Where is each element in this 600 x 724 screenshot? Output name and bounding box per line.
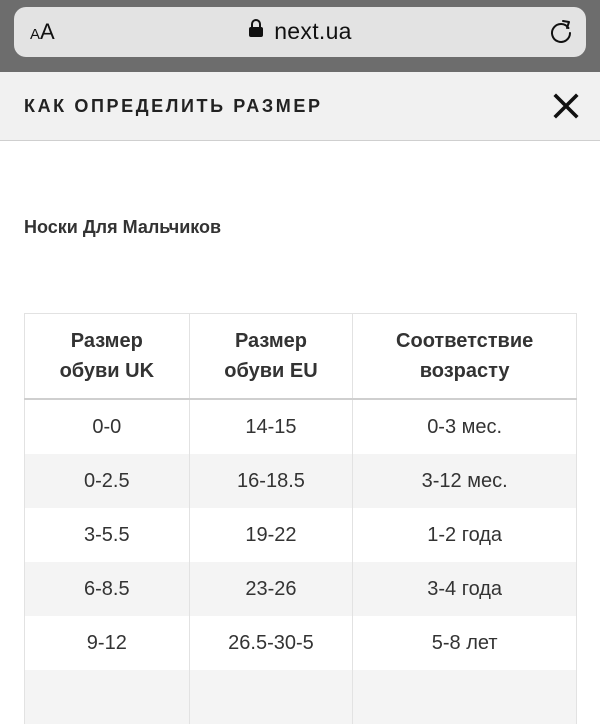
table-row [25,562,577,616]
cell-age: 1-2 года [427,523,503,546]
url-text: next.ua [274,18,352,44]
cell-age: 3-4 года [353,562,577,616]
header-uk-line2: обуви UK [59,360,155,382]
cell-uk: 9-12 [25,616,190,670]
cell-age [353,670,577,724]
text-size-small-label: A [30,26,41,43]
reload-icon[interactable] [548,18,574,51]
address-bar[interactable] [14,7,586,57]
cell-eu: 14-15 [189,399,353,454]
header-uk-line1: Размер [70,330,143,352]
header-age-line1: Соответствие [396,330,534,352]
header-uk-size [25,314,190,400]
header-eu-line2: обуви EU [224,360,318,382]
table-row [25,508,577,562]
browser-toolbar [0,0,600,72]
cell-age: 0-3 мес. [427,415,503,438]
cell-uk: 6-8.5 [25,562,190,616]
cell-eu [189,670,353,724]
cell-age: 5-8 лет [431,631,498,654]
cell-age: 3-12 мес. [353,454,577,508]
close-icon [552,92,580,120]
cell-eu: 16-18.5 [189,454,353,508]
table-row [25,399,577,454]
header-age [353,314,577,400]
cell-uk: 0-0 [25,399,190,454]
header-eu-line1: Размер [234,330,307,352]
cell-eu: 19-22 [189,508,353,562]
cell-uk: 0-2.5 [25,454,190,508]
close-button[interactable] [552,92,580,120]
cell-eu: 26.5-30-5 [189,616,353,670]
table-row [25,454,577,508]
cell-uk: 3-5.5 [25,508,190,562]
lock-icon [248,17,264,44]
cell-uk [25,670,190,724]
cell-eu: 23-26 [189,562,353,616]
modal-title: КАК ОПРЕДЕЛИТЬ РАЗМЕР [24,96,323,116]
text-size-large-label: A [40,19,55,44]
table-row [25,670,577,724]
size-table [24,313,577,724]
section-title: Носки Для Мальчиков [24,217,222,237]
header-age-line2: возрасту [419,360,510,382]
header-eu-size [189,314,353,400]
table-row [25,616,577,670]
url-display[interactable] [14,18,586,46]
modal-header [0,72,600,141]
table-header-row [25,314,577,400]
